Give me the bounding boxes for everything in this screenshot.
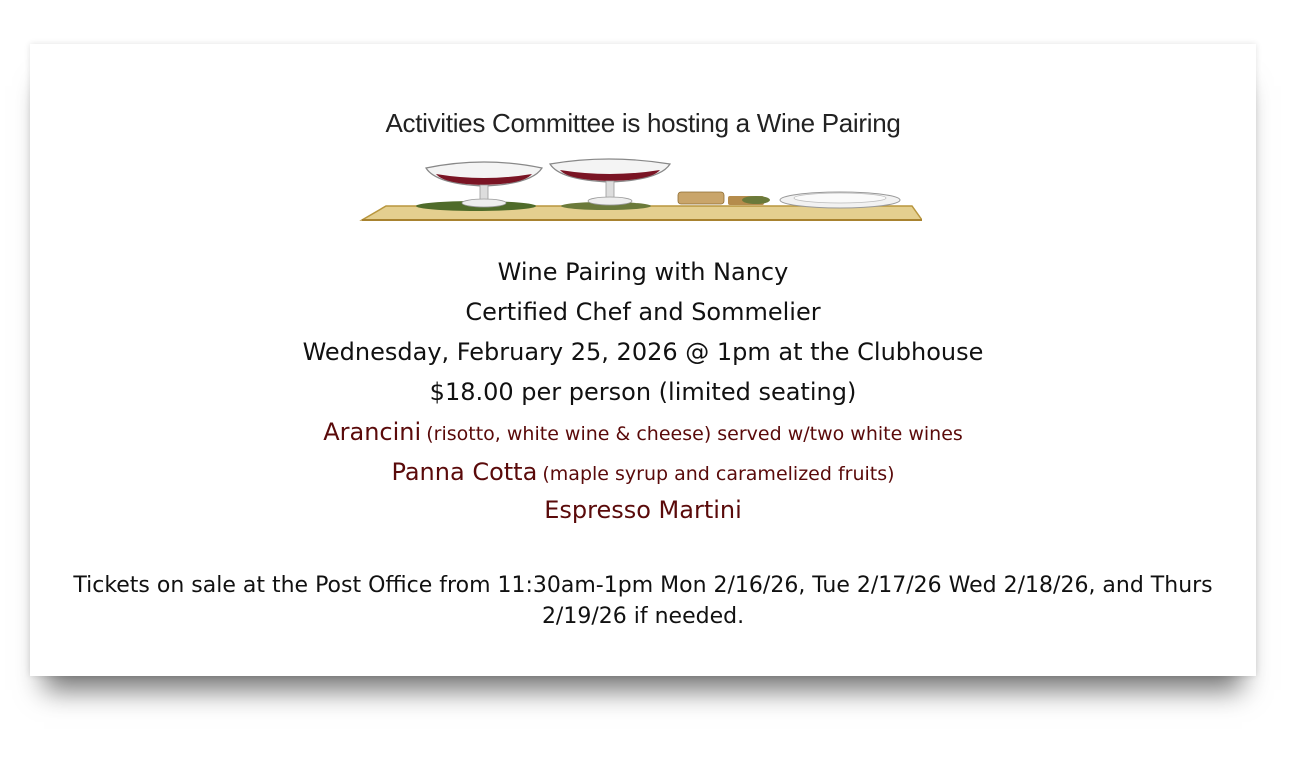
menu-item <box>30 418 1256 446</box>
host-line: Wine Pairing with Nancy <box>497 258 789 286</box>
menu-item-name: Panna Cotta <box>391 458 538 486</box>
flyer-card <box>30 44 1256 676</box>
date-line: Wednesday, February 25, 2026 @ 1pm at the Clubhouse <box>302 338 984 366</box>
tickets-info: Tickets on sale at the Post Office from 11:30am-1pm Mon 2/16/26, Tue 2/17/26 Wed 2/18/26, and Thurs 2/19/26 if needed. <box>73 573 1213 629</box>
menu-item-detail: (risotto, white wine & cheese) served w/two white wines <box>426 423 963 445</box>
credentials-line: Certified Chef and Sommelier <box>465 298 821 326</box>
wine-pairing-illustration <box>356 154 922 226</box>
menu-item <box>30 496 1256 524</box>
flyer-heading: Activities Committee is hosting a Wine Pairing <box>385 108 901 138</box>
menu-item <box>30 458 1256 486</box>
menu-item-name: Arancini <box>323 418 422 446</box>
menu-item-detail: (maple syrup and caramelized fruits) <box>542 463 895 485</box>
menu-item-name: Espresso Martini <box>544 496 742 524</box>
price-line: $18.00 per person (limited seating) <box>429 378 857 406</box>
